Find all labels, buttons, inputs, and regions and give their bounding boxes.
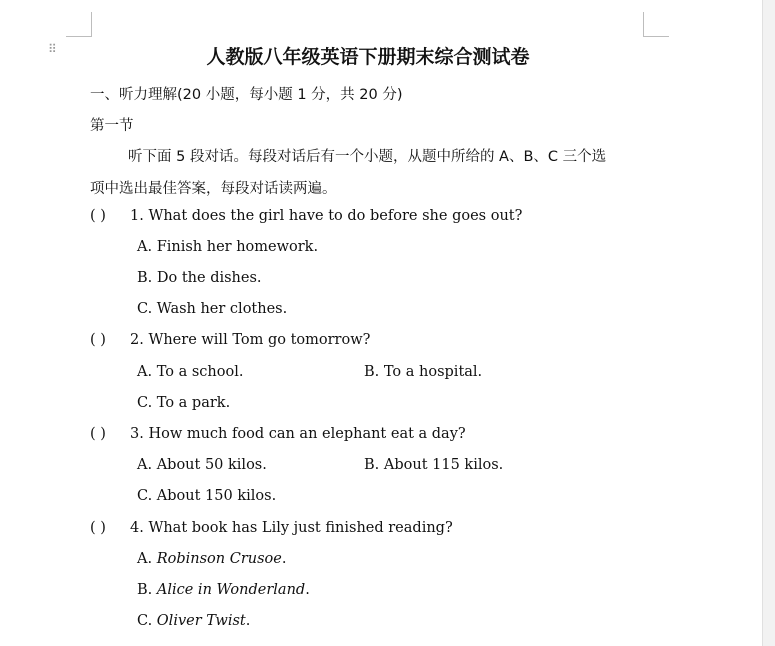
question-1	[90, 208, 522, 224]
book-title: Robinson Crusoe	[156, 551, 282, 567]
option-end: .	[281, 551, 287, 567]
section-heading: 一、听力理解(20 小题，每小题 1 分，共 20 分)	[90, 87, 403, 103]
question-2-option-b: B. To a hospital.	[364, 364, 483, 380]
option-letter: A.	[137, 551, 153, 567]
question-3-option-b: B. About 115 kilos.	[364, 457, 504, 473]
answer-blank[interactable]: ( )	[90, 426, 106, 442]
margin-corner-mark-right	[643, 12, 669, 37]
book-title: Oliver Twist	[156, 613, 246, 629]
answer-blank[interactable]: ( )	[90, 332, 106, 348]
question-3-option-a: A. About 50 kilos.	[137, 457, 267, 473]
question-text: 3. How much food can an elephant eat a day?	[130, 426, 466, 442]
option-end: .	[245, 613, 251, 629]
question-3	[90, 426, 466, 442]
question-1-option-b: B. Do the dishes.	[137, 270, 262, 286]
question-3-option-c: C. About 150 kilos.	[137, 488, 277, 504]
document-title: 人教版八年级英语下册期末综合测试卷	[206, 46, 530, 68]
margin-corner-mark-left	[66, 12, 92, 37]
question-text: 4. What book has Lily just finished reading?	[130, 520, 453, 536]
question-2-option-c: C. To a park.	[137, 395, 231, 411]
question-4-option-b	[137, 582, 310, 598]
option-end: .	[305, 582, 310, 598]
question-4-option-c	[137, 613, 250, 629]
vertical-scrollbar[interactable]	[762, 0, 775, 646]
question-1-option-c: C. Wash her clothes.	[137, 301, 288, 317]
question-4	[90, 520, 453, 536]
answer-blank[interactable]: ( )	[90, 520, 106, 536]
question-text: 2. Where will Tom go tomorrow?	[130, 332, 371, 348]
book-title: Alice in Wonderland	[156, 582, 306, 598]
option-letter: B.	[137, 582, 153, 598]
question-1-option-a: A. Finish her homework.	[137, 239, 319, 255]
question-2	[90, 332, 370, 348]
answer-blank[interactable]: ( )	[90, 208, 106, 224]
drag-handle-icon[interactable]: ⠿	[48, 42, 56, 56]
question-text: 1. What does the girl have to do before she goes out?	[130, 208, 523, 224]
instructions-line-2: 项中选出最佳答案，每段对话读两遍。	[90, 181, 337, 197]
part-heading: 第一节	[90, 118, 134, 134]
question-2-option-a: A. To a school.	[137, 364, 244, 380]
option-letter: C.	[137, 613, 153, 629]
question-4-option-a	[137, 551, 286, 567]
instructions-line-1: 听下面 5 段对话。每段对话后有一个小题，从题中所给的 A、B、C 三个选	[128, 149, 607, 165]
